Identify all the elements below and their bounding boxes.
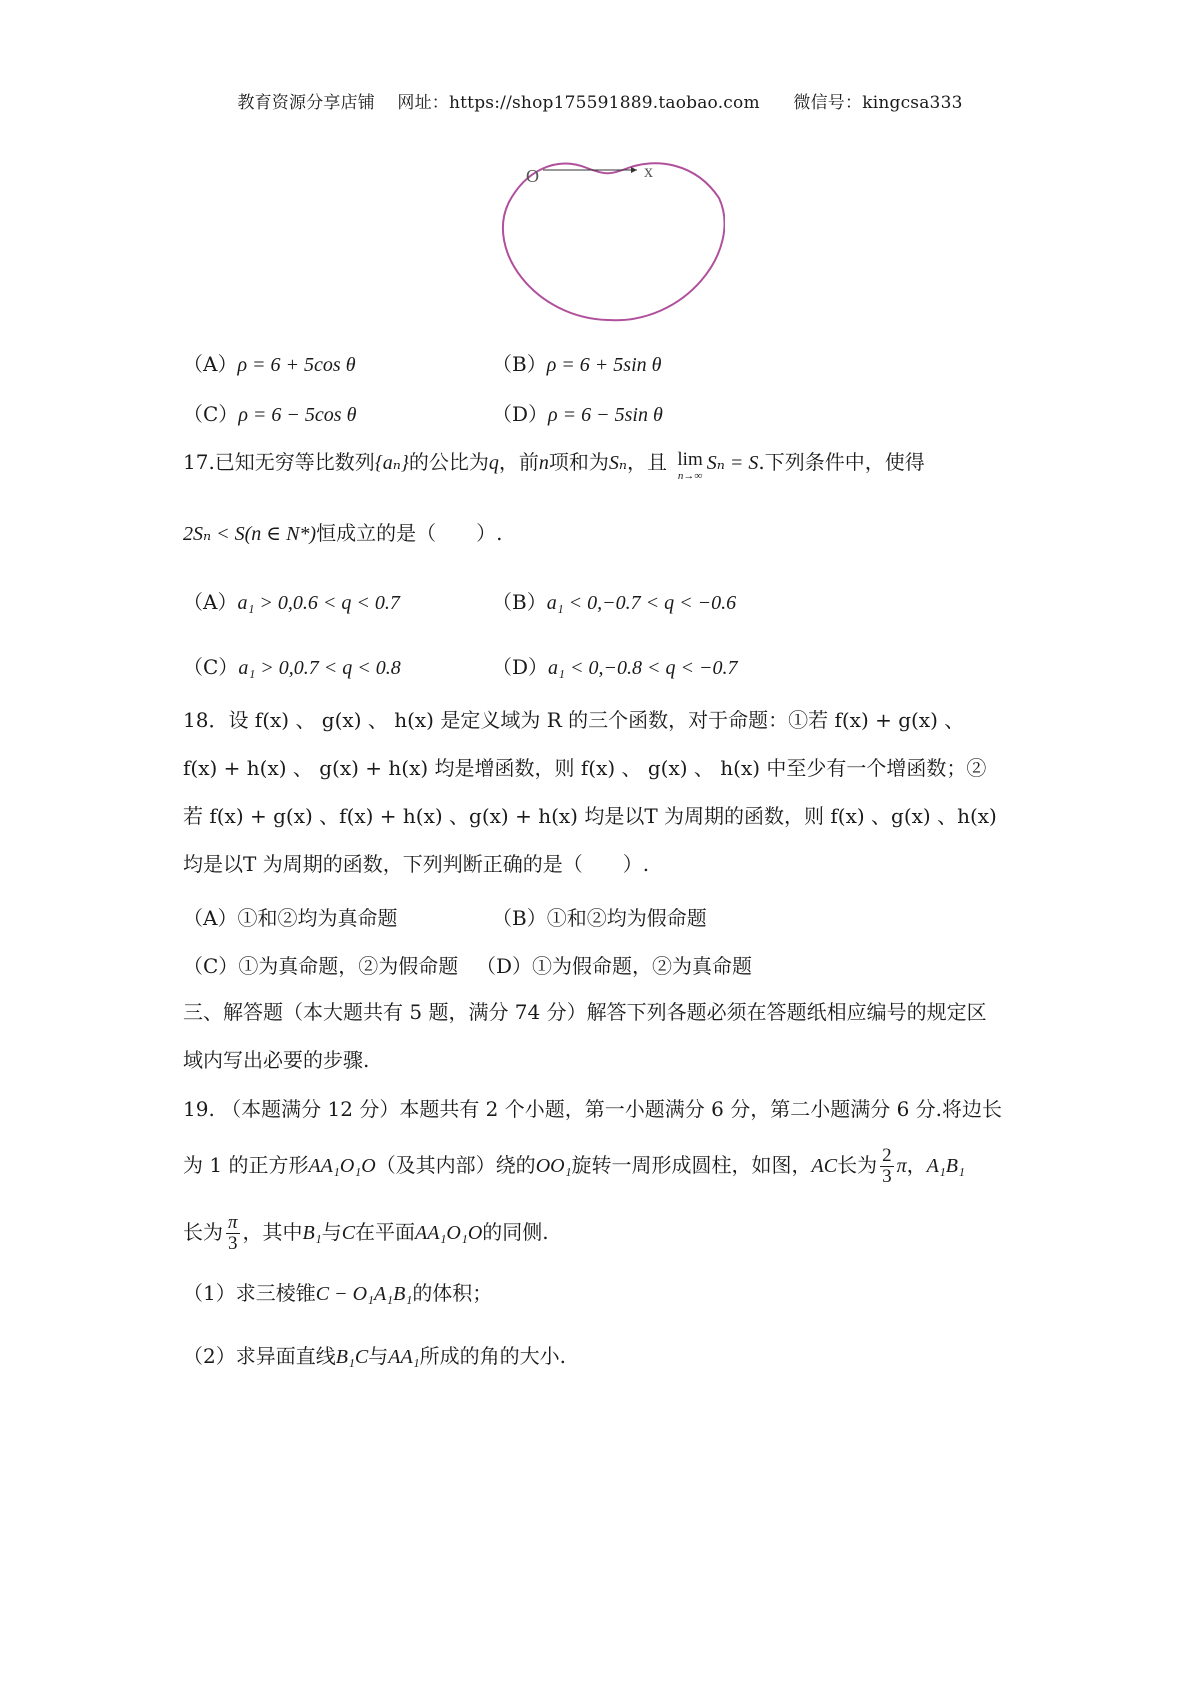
- q18-option-a: （A）①和②均为真命题: [183, 906, 398, 930]
- axis-arrow: [631, 167, 637, 173]
- q19-subquestion-2: （2）求异面直线B₁C与AA₁所成的角的大小.: [183, 1344, 566, 1368]
- q19-stem-line2: 为 1 的正方形AA₁O₁O（及其内部）绕的OO₁旋转一周形成圆柱，如图，AC长为 $\frac{2}{3}$ π，A₁B₁: [183, 1145, 965, 1187]
- q16-option-d: （D）ρ = 6 − 5sin θ: [492, 402, 663, 426]
- q19-stem-line1: 19. （本题满分 12 分）本题共有 2 个小题，第一小题满分 6 分，第二小题满分 6 分.将边长: [183, 1097, 1003, 1121]
- q17-option-b: （B）a₁ < 0,−0.7 < q < −0.6: [492, 590, 737, 614]
- q16-option-b: （B）ρ = 6 + 5sin θ: [492, 352, 662, 376]
- section3-heading-line2: 域内写出必要的步骤.: [183, 1048, 370, 1072]
- fraction-pi-thirds: $\frac{\pi}{3}$: [228, 1212, 238, 1254]
- q18-stem-line4: 均是以T 为周期的函数，下列判断正确的是（ ）.: [183, 852, 650, 876]
- q19-subquestion-1: （1）求三棱锥C − O₁A₁B₁的体积；: [183, 1281, 493, 1305]
- q17-option-d: （D）a₁ < 0,−0.8 < q < −0.7: [492, 655, 738, 679]
- q17-option-c: （C）a₁ > 0,0.7 < q < 0.8: [183, 655, 401, 679]
- fraction-two-thirds: $\frac{2}{3}$: [882, 1145, 892, 1187]
- q16-option-c: （C）ρ = 6 − 5cos θ: [183, 402, 357, 426]
- q17-stem-line2: 2Sₙ < S(n ∈ N*)恒成立的是（ ）.: [183, 521, 503, 545]
- q18-option-d: （D）①为假命题，②为真命题: [476, 954, 753, 978]
- limacon-curve: [503, 163, 725, 320]
- q17-stem-line1: 17.已知无穷等比数列{aₙ}的公比为q，前n项和为Sₙ，且 lim n→∞ Sₙ = S.下列条件中，使得: [183, 449, 925, 482]
- q19-stem-line3: 长为 $\frac{\pi}{3}$ ，其中B₁与C在平面AA₁O₁O的同侧.: [183, 1212, 549, 1254]
- q18-stem-line1: 18．设 f(x) 、 g(x) 、 h(x) 是定义域为 R 的三个函数，对于命题：①若 f(x) + g(x) 、: [183, 708, 965, 732]
- origin-label: O: [526, 166, 539, 186]
- q16-option-a: （A）ρ = 6 + 5cos θ: [183, 352, 356, 376]
- x-axis-label: x: [644, 161, 653, 181]
- q18-stem-line2: f(x) + h(x) 、 g(x) + h(x) 均是增函数，则 f(x) 、 g(x) 、 h(x) 中至少有一个增函数；②: [183, 756, 987, 780]
- q17-option-a: （A）a₁ > 0,0.6 < q < 0.7: [183, 590, 400, 614]
- q18-option-c: （C）①为真命题，②为假命题: [183, 954, 459, 978]
- section3-heading-line1: 三、解答题（本大题共有 5 题，满分 74 分）解答下列各题必须在答题纸相应编号的规定区: [183, 1000, 987, 1024]
- q18-option-b: （B）①和②均为假命题: [492, 906, 707, 930]
- page-header: 教育资源分享店铺 网址：https://shop175591889.taobao.com 微信号：kingcsa333: [237, 93, 963, 113]
- q18-stem-line3: 若 f(x) + g(x) 、f(x) + h(x) 、g(x) + h(x) 均是以T 为周期的函数，则 f(x) 、g(x) 、h(x): [183, 804, 997, 828]
- polar-curve-figure: [495, 150, 725, 330]
- limit-expression: lim n→∞: [677, 449, 703, 482]
